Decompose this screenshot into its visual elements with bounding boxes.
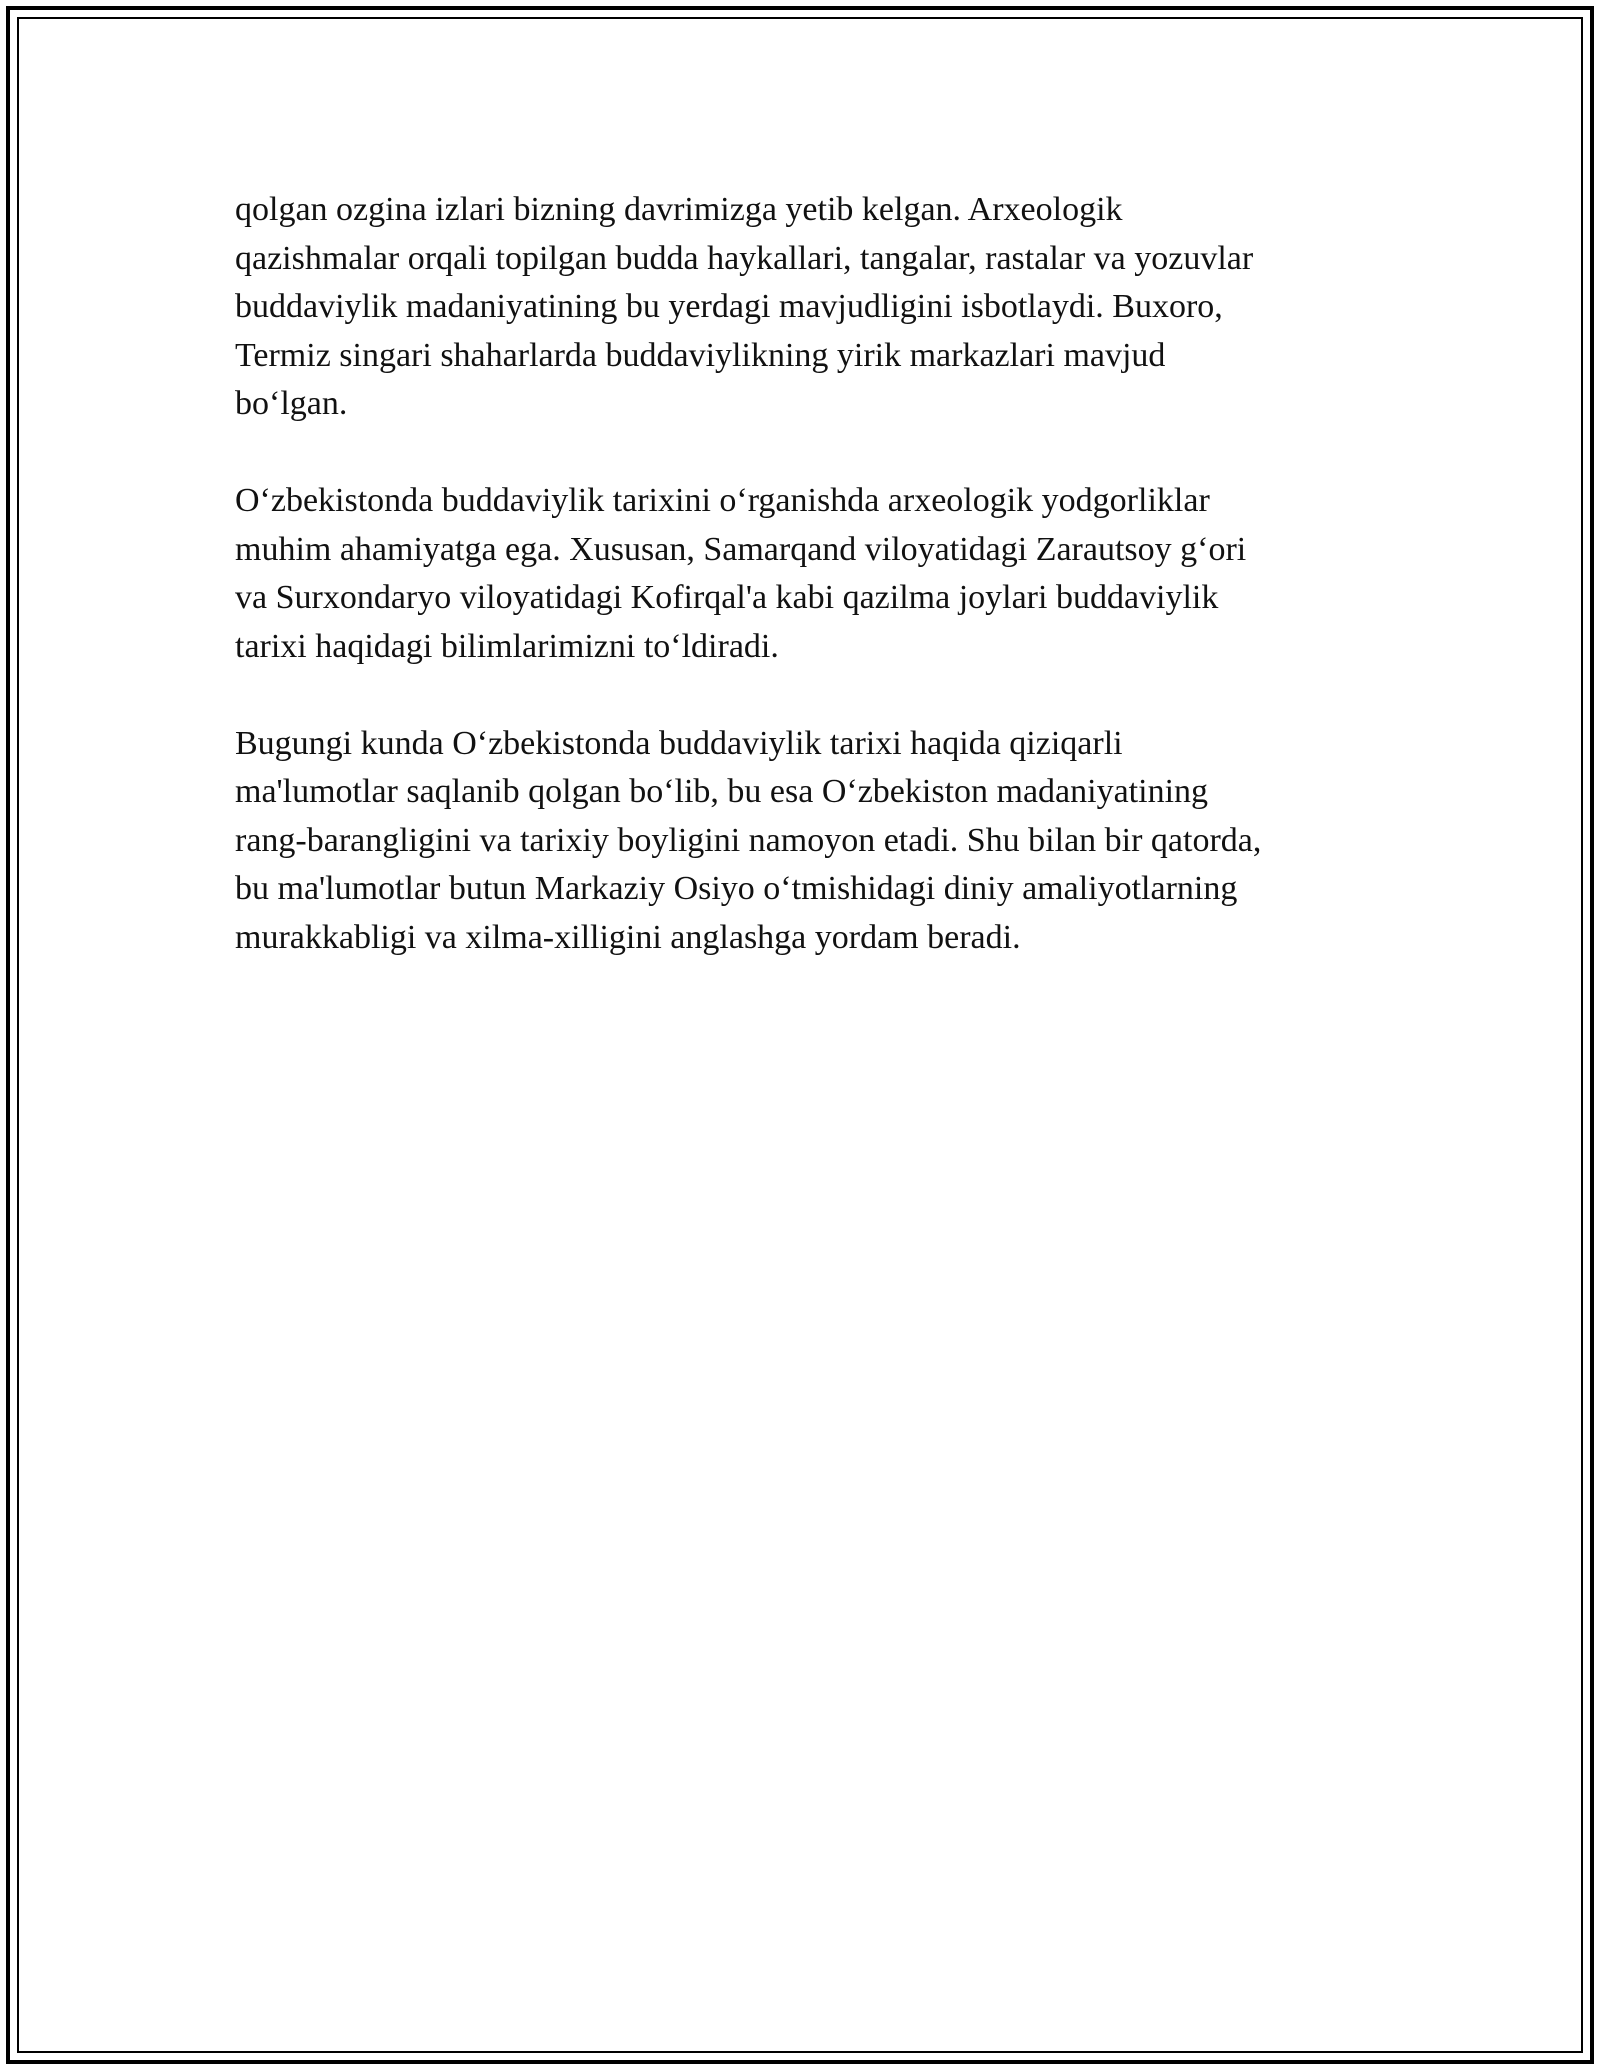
text-line: tarixi haqidagi bilimlarimizni to‘ldiradi.	[235, 627, 779, 665]
text-line: murakkabligi va xilma-xilligini anglashga yordam beradi.	[235, 918, 1021, 956]
paragraph-1	[235, 186, 1365, 429]
text-line: O‘zbekistonda buddaviylik tarixini o‘rganishda arxeologik yodgorliklar	[235, 482, 1210, 519]
text-line: bo‘lgan.	[235, 385, 348, 422]
text-line: Bugungi kunda O‘zbekistonda buddaviylik tarixi haqida qiziqarli	[235, 724, 1123, 762]
text-line: buddaviylik madaniyatining bu yerdagi mavjudligini isbotlaydi. Buxoro,	[235, 288, 1223, 325]
text-line: qolgan ozgina izlari bizning davrimizga yetib kelgan. Arxeologik	[235, 191, 1123, 228]
paragraph-3	[235, 720, 1365, 963]
text-line: va Surxondaryo viloyatidagi Kofirqal'a kabi qazilma joylari buddaviylik	[235, 579, 1219, 616]
paragraph-2	[235, 477, 1365, 671]
text-line: qazishmalar orqali topilgan budda haykallari, tangalar, rastalar va yozuvlar	[235, 239, 1254, 277]
text-line: rang-barangligini va tarixiy boyligini namoyon etadi. Shu bilan bir qatorda,	[235, 821, 1262, 859]
text-line: muhim ahamiyatga ega. Xususan, Samarqand viloyatidagi Zarautsoy g‘ori	[235, 530, 1247, 568]
text-line: ma'lumotlar saqlanib qolgan bo‘lib, bu esa O‘zbekiston madaniyatining	[235, 773, 1209, 810]
document-body	[235, 186, 1365, 1011]
text-line: Termiz singari shaharlarda buddaviylikning yirik markazlari mavjud	[235, 336, 1166, 374]
text-line: bu ma'lumotlar butun Markaziy Osiyo o‘tmishidagi diniy amaliyotlarning	[235, 870, 1238, 907]
